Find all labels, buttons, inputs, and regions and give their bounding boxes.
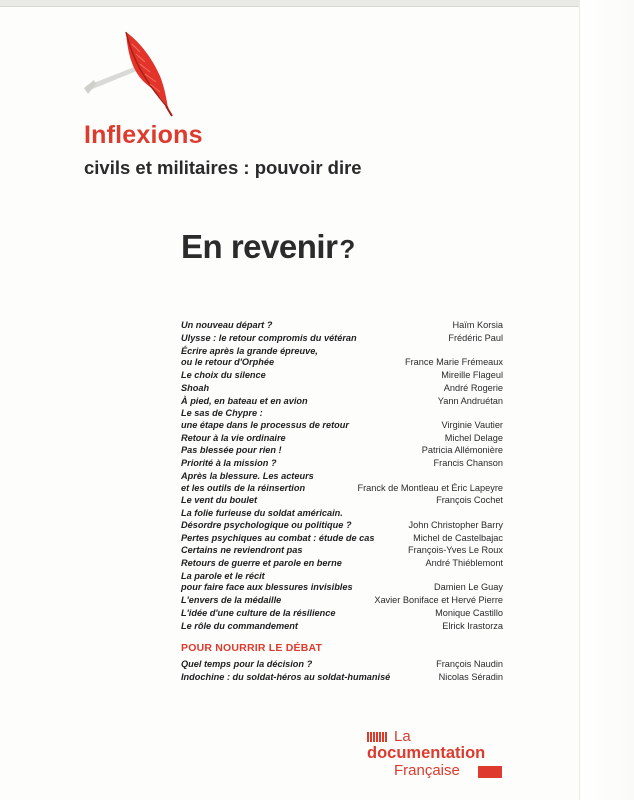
- toc-entry-author: Mireille Flageul: [441, 369, 503, 380]
- toc-entry: [181, 571, 503, 594]
- toc-entry: [181, 408, 503, 431]
- toc-entry-title: La folie furieuse du soldat américain. Désordre psychologique ou politique ?: [181, 508, 352, 530]
- toc-entry: [181, 558, 503, 570]
- publisher-line-3: Française: [394, 762, 460, 779]
- toc-entry: [181, 659, 503, 671]
- toc-entry-author: Virginie Vautier: [441, 419, 503, 430]
- publisher-line-1: La: [394, 728, 411, 745]
- brand-tagline: civils et militaires : pouvoir dire: [84, 157, 362, 178]
- toc-entry-author: François-Yves Le Roux: [408, 545, 503, 556]
- toc-entry-title: Shoah: [181, 382, 210, 393]
- toc-entry-author: Michel Delage: [444, 432, 503, 443]
- toc-entry-title: Certains ne reviendront pas: [181, 545, 303, 556]
- toc-entry-author: André Rogerie: [443, 382, 503, 393]
- toc-entry-author: Xavier Boniface et Hervé Pierre: [374, 595, 503, 606]
- toc-entry-title: Pas blessée pour rien !: [181, 445, 282, 456]
- toc-entry-author: André Thiéblemont: [425, 558, 503, 569]
- debate-list: [181, 659, 503, 683]
- toc-entry-title: Le sas de Chypre : une étape dans le processus de retour: [181, 408, 349, 430]
- toc-entry-title: Pertes psychiques au combat : étude de cas: [181, 532, 375, 543]
- toc-entry: [181, 383, 503, 395]
- debate-heading: POUR NOURRIR LE DÉBAT: [181, 642, 323, 655]
- publisher-line-2: documentation: [367, 744, 486, 762]
- toc-entry-title: Écrire après la grande épreuve, ou le retour d'Orphée: [181, 345, 318, 368]
- toc-entry-author: Patricia Allémonière: [421, 445, 503, 456]
- toc-entry-author: Nicolas Séradin: [438, 672, 503, 683]
- issue-title-text: En revenir: [181, 228, 338, 265]
- toc-entry-title: Indochine : du soldat-héros au soldat-humanisé: [181, 672, 391, 683]
- toc-entry: [181, 533, 503, 545]
- toc-entry-title: L'idée d'une culture de la résilience: [181, 608, 336, 619]
- issue-title-mark: ?: [339, 234, 355, 264]
- publisher-logo-mark: [367, 732, 387, 742]
- publisher-logo: [367, 728, 517, 782]
- toc-entry-title: Retours de guerre et parole en berne: [181, 558, 342, 569]
- toc-list: [181, 320, 503, 632]
- page-right-edge: [579, 0, 634, 800]
- publisher-bar: [478, 766, 502, 778]
- brand-name: Inflexions: [84, 121, 203, 149]
- toc-entry-title: L'envers de la médaille: [181, 595, 282, 606]
- toc-entry-author: Damien Le Guay: [434, 582, 503, 593]
- toc-entry-author: Elrick Irastorza: [442, 620, 503, 631]
- toc-entry-author: François Cochet: [436, 495, 503, 506]
- toc-entry-author: François Naudin: [436, 659, 503, 670]
- toc-entry-title: Le vent du boulet: [181, 495, 258, 506]
- toc-entry-author: Michel de Castelbajac: [413, 532, 503, 543]
- quill-pen-icon: [82, 28, 178, 118]
- toc-entry-title: Retour à la vie ordinaire: [181, 432, 286, 443]
- toc-entry-author: Francis Chanson: [433, 458, 503, 469]
- toc-entry: [181, 595, 503, 607]
- toc-entry-title: La parole et le récit pour faire face aux blessures invisibles: [181, 570, 353, 593]
- toc-entry: [181, 508, 503, 531]
- table-of-contents: [181, 320, 503, 685]
- toc-entry: [181, 545, 503, 557]
- toc-entry: [181, 495, 503, 507]
- toc-entry-title: Après la blessure. Les acteurs et les outils de la réinsertion: [181, 471, 314, 493]
- toc-entry-title: À pied, en bateau et en avion: [181, 395, 308, 406]
- toc-entry-title: Ulysse : le retour compromis du vétéran: [181, 332, 357, 343]
- toc-entry: [181, 333, 503, 345]
- toc-entry: [181, 346, 503, 369]
- toc-entry: [181, 672, 503, 684]
- toc-entry: [181, 471, 503, 494]
- page-top-edge: [0, 0, 634, 7]
- toc-entry-title: Le rôle du commandement: [181, 620, 298, 631]
- issue-title: [181, 228, 355, 266]
- toc-entry: [181, 433, 503, 445]
- toc-entry: [181, 621, 503, 633]
- toc-entry: [181, 396, 503, 408]
- toc-entry: [181, 445, 503, 457]
- toc-entry-author: Haïm Korsia: [452, 320, 503, 330]
- toc-entry-title: Priorité à la mission ?: [181, 458, 277, 469]
- toc-entry-author: Monique Castillo: [435, 608, 503, 619]
- toc-entry-title: Un nouveau départ ?: [181, 320, 273, 330]
- toc-entry: [181, 370, 503, 382]
- toc-entry: [181, 320, 503, 332]
- toc-entry-title: Quel temps pour la décision ?: [181, 659, 313, 670]
- toc-entry-author: John Christopher Barry: [408, 519, 503, 530]
- toc-entry-title: Le choix du silence: [181, 369, 266, 380]
- toc-entry-author: France Marie Frémeaux: [404, 357, 503, 368]
- toc-entry-author: Frédéric Paul: [448, 332, 503, 343]
- toc-entry-author: Franck de Montleau et Éric Lapeyre: [357, 482, 503, 493]
- toc-entry: [181, 608, 503, 620]
- toc-entry-author: Yann Andruétan: [437, 395, 503, 406]
- toc-entry: [181, 458, 503, 470]
